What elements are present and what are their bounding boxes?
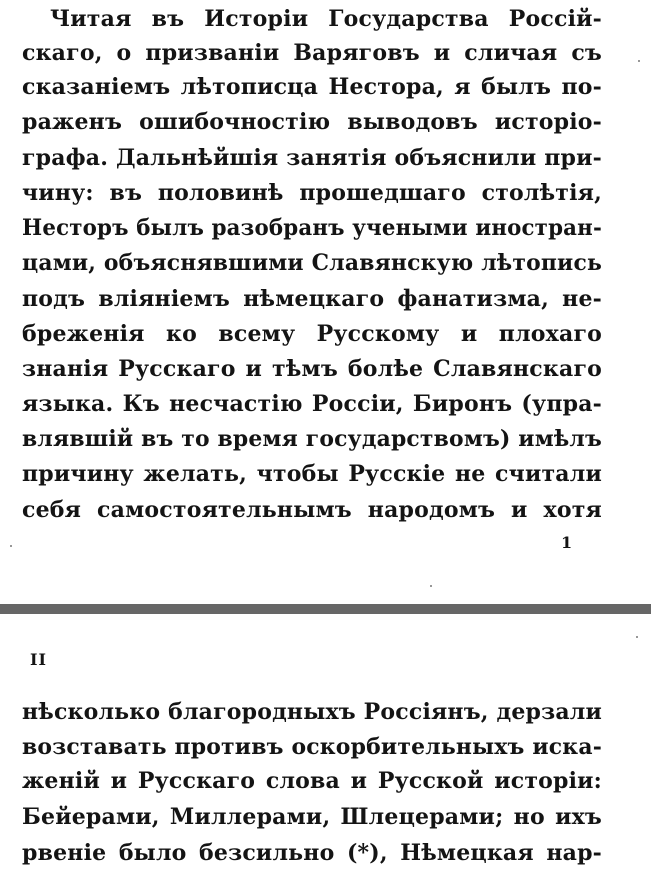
text-line: Читая въ Исторіи Государства Россій- (50, 6, 602, 32)
text-line: Бейерами, Миллерами, Шлецерами; но ихъ (22, 804, 602, 830)
page-bottom (0, 614, 651, 874)
text-line: цами, объяснявшими Славянскую лѣтопись (22, 250, 602, 276)
paper-speck (10, 545, 12, 547)
text-line: скаго, о призваніи Варяговъ и сличая съ (22, 40, 602, 66)
text-line: знанія Русскаго и тѣмъ болѣе Славянскаго (22, 356, 602, 382)
page-divider (0, 604, 651, 614)
text-line: возставать противъ оскорбительныхъ иска- (22, 734, 602, 760)
text-line: языка. Къ несчастію Россіи, Биронъ (упра- (22, 391, 602, 417)
text-line: бреженія ко всему Русскому и плохаго (22, 321, 602, 347)
text-line: подъ вліяніемъ нѣмецкаго фанатизма, не- (22, 286, 602, 312)
text-line: женій и Русскаго слова и Русской исторіи: (22, 768, 602, 794)
text-line: Несторъ былъ разобранъ учеными иностран- (22, 215, 602, 241)
page-number: 1 (561, 533, 573, 552)
text-line: чину: въ половинѣ прошедшаго столѣтія, (22, 180, 602, 206)
text-line: раженъ ошибочностію выводовъ исторіо- (22, 109, 602, 135)
text-line: себя самостоятельнымъ народомъ и хотя (22, 497, 602, 523)
text-line: причину желать, чтобы Русскіе не считали (22, 461, 602, 487)
paper-speck (430, 585, 432, 587)
page-number: II (30, 650, 47, 669)
text-line: графа. Дальнѣйшія занятія объяснили при- (22, 145, 602, 171)
paper-speck (636, 636, 638, 638)
paper-speck (638, 60, 640, 62)
text-line: нѣсколько благородныхъ Россіянъ, дерзали (22, 699, 602, 725)
text-line: влявшій въ то время государствомъ) имѣлъ (22, 426, 602, 452)
text-line: сказаніемъ лѣтописца Нестора, я былъ по- (22, 74, 602, 100)
text-line: рвеніе было безсильно (*), Нѣмецкая нар- (22, 840, 602, 866)
